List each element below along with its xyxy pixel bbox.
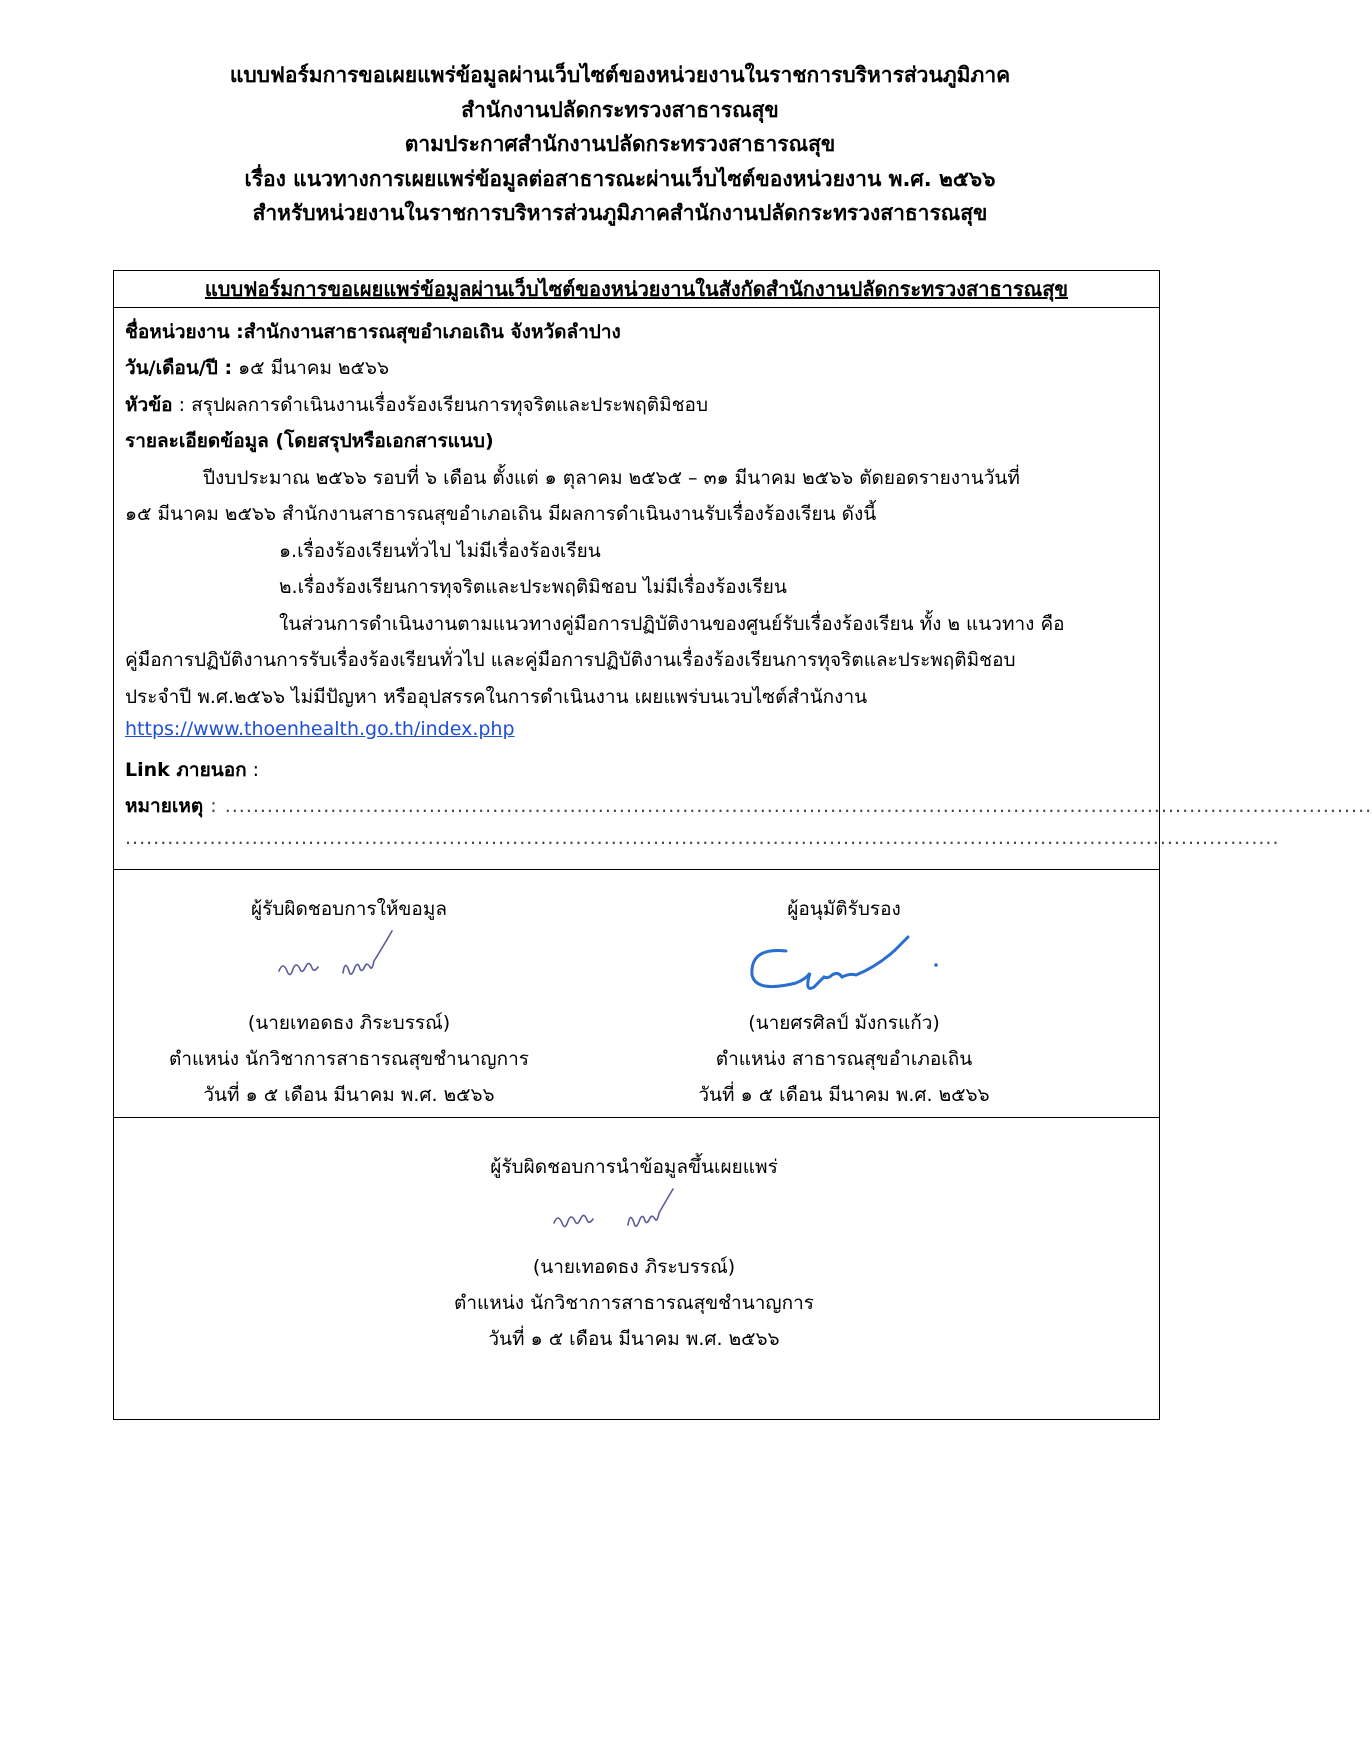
date-row xyxy=(125,353,389,383)
detail-label: รายละเอียดข้อมูล (โดยสรุปหรือเอกสารแนบ) xyxy=(125,430,494,452)
detail-line-5: ในส่วนการดำเนินงานตามแนวทางคู่มือการปฏิบัติงานของศูนย์รับเรื่องร้องเรียน ทั้ง ๒ แนวทาง คือ xyxy=(279,613,1065,635)
publisher-signature-block xyxy=(414,1149,854,1357)
detail-line-4: ๒.เรื่องร้องเรียนการทุจริตและประพฤติมิชอบ ไม่มีเรื่องร้องเรียน xyxy=(279,576,787,598)
publisher-date: วันที่ ๑ ๕ เดือน มีนาคม พ.ศ. ๒๕๖๖ xyxy=(488,1328,780,1350)
publisher-name: (นายเทอดธง ภิระบรรณ์) xyxy=(532,1256,736,1278)
remark-label: หมายเหตุ xyxy=(125,795,204,817)
header-line-5: สำหรับหน่วยงานในราชการบริหารส่วนภูมิภาคสำนักงานปลัดกระทรวงสาธารณสุข xyxy=(252,201,988,225)
approver-signature-block xyxy=(634,891,1054,1113)
remark-row xyxy=(125,791,1372,821)
website-link[interactable]: https://www.thoenhealth.go.th/index.php xyxy=(125,718,515,740)
detail-line-2: ๑๕ มีนาคม ๒๕๖๖ สำนักงานสาธารณสุขอำเภอเถิน มีผลการดำเนินงานรับเรื่องร้องเรียน ดังนี้ xyxy=(125,503,877,525)
publisher-signature-image xyxy=(524,1185,744,1249)
external-link-label: Link ภายนอก xyxy=(125,759,247,781)
provider-position: ตำแหน่ง นักวิชาการสาธารณสุขชำนาญการ xyxy=(169,1048,529,1070)
provider-signature-image xyxy=(239,927,459,1005)
provider-role: ผู้รับผิดชอบการให้ขอมูล xyxy=(251,898,447,920)
provider-name: (นายเทอดธง ภิระบรรณ์) xyxy=(247,1012,451,1034)
provider-signature-block xyxy=(114,891,584,1113)
header-line-2: สำนักงานปลัดกระทรวงสาธารณสุข xyxy=(461,97,779,122)
remark-value: : ................................................................................................................................................................... xyxy=(203,795,1372,817)
date-value: ๑๕ มีนาคม ๒๕๖๖ xyxy=(232,357,390,379)
divider-publisher xyxy=(114,1117,1159,1118)
header-line-3: ตามประกาศสำนักงานปลัดกระทรวงสาธารณสุข xyxy=(404,132,836,156)
publisher-role: ผู้รับผิดชอบการนำข้อมูลขึ้นเผยแพร่ xyxy=(490,1156,778,1178)
agency-label: ชื่อหน่วยงาน : xyxy=(125,321,244,343)
form-title: แบบฟอร์มการขอเผยแพร่ข้อมูลผ่านเว็บไซต์ของหน่วยงานในสังกัดสำนักงานปลัดกระทรวงสาธารณสุข xyxy=(114,271,1159,308)
topic-row xyxy=(125,390,708,420)
form-frame xyxy=(113,270,1372,1420)
approver-role: ผู้อนุมัติรับรอง xyxy=(787,898,901,920)
divider-signatures xyxy=(114,869,1159,870)
external-link-value: : xyxy=(246,759,260,781)
agency-value: สำนักงานสาธารณสุขอำเภอเถิน จังหวัดลำปาง xyxy=(243,321,621,343)
detail-line-3: ๑.เรื่องร้องเรียนทั่วไป ไม่มีเรื่องร้องเรียน xyxy=(279,540,601,562)
approver-position: ตำแหน่ง สาธารณสุขอำเภอเถิน xyxy=(715,1048,973,1070)
approver-date: วันที่ ๑ ๕ เดือน มีนาคม พ.ศ. ๒๕๖๖ xyxy=(698,1084,990,1106)
document-header xyxy=(0,58,1240,231)
publisher-position: ตำแหน่ง นักวิชาการสาธารณสุขชำนาญการ xyxy=(454,1292,814,1314)
detail-line-1: ปีงบประมาณ ๒๕๖๖ รอบที่ ๖ เดือน ตั้งแต่ ๑ ตุลาคม ๒๕๖๕ – ๓๑ มีนาคม ๒๕๖๖ ตัดยอดรายงานวันที่ xyxy=(203,467,1020,489)
detail-line-7: ประจำปี พ.ศ.๒๕๖๖ ไม่มีปัญหา หรืออุปสรรคในการดำเนินงาน เผยแพร่บนเวบไซต์สำนักงาน xyxy=(125,686,868,708)
external-link-row xyxy=(125,755,259,785)
remark-line-2: .................................................................................................................................................................... xyxy=(125,827,1280,849)
topic-label: หัวข้อ xyxy=(125,394,173,416)
approver-signature-image xyxy=(724,927,964,1005)
topic-value: : สรุปผลการดำเนินงานเรื่องร้องเรียนการทุจริตและประพฤติมิชอบ xyxy=(172,394,709,416)
header-line-4: เรื่อง แนวทางการเผยแพร่ข้อมูลต่อสาธารณะผ่านเว็บไซต์ของหน่วยงาน พ.ศ. ๒๕๖๖ xyxy=(244,166,996,191)
approver-name: (นายศรศิลป์ มังกรแก้ว) xyxy=(748,1012,940,1034)
provider-date: วันที่ ๑ ๕ เดือน มีนาคม พ.ศ. ๒๕๖๖ xyxy=(203,1084,495,1106)
date-label: วัน/เดือน/ปี : xyxy=(125,357,233,379)
agency-row xyxy=(125,317,621,347)
detail-line-6: คู่มือการปฏิบัติงานการรับเรื่องร้องเรียนทั่วไป และคู่มือการปฏิบัติงานเรื่องร้องเรียนการทุจริตและประพฤติมิชอบ xyxy=(125,649,1016,671)
header-line-1: แบบฟอร์มการขอเผยแพร่ข้อมูลผ่านเว็บไซต์ของหน่วยงานในราชการบริหารส่วนภูมิภาค xyxy=(229,63,1011,87)
